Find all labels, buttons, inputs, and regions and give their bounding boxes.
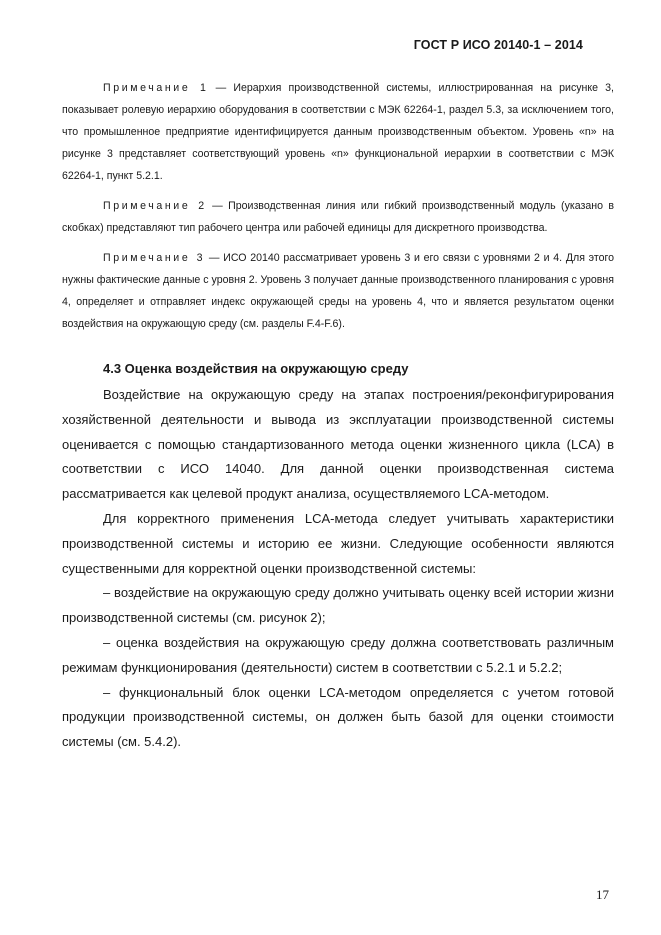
note-label: Примечание 2	[103, 200, 207, 212]
note-label: Примечание 1	[103, 82, 209, 94]
section-heading: 4.3 Оценка воздействия на окружающую среду	[103, 361, 409, 376]
page-number: 17	[596, 887, 609, 902]
section-body	[62, 383, 614, 755]
list-item: – оценка воздействия на окружающую среду должна соответствовать различным режимам функционирования (деятельности) систем в соответствии с 5.2.1 и 5.2.2;	[62, 634, 614, 675]
note-3	[62, 247, 614, 335]
note-text: — Производственная линия или гибкий производственный модуль (указано в скобках) представляют тип рабочего центра или рабочей единицы для дискретного производства.	[62, 200, 614, 234]
paragraph: Воздействие на окружающую среду на этапах построения/реконфигурирования хозяйственной деятельности и вывода из эксплуатации производственной системы оценивается с помощью стандартизованного метода оценки жизненного цикла (LCA) в соответствии с ИСО 14040. Для данной оценки производственная система рассматривается как целевой продукт анализа, осуществляемого LCA-методом.	[62, 387, 614, 502]
paragraph: Для корректного применения LCA-метода следует учитывать характеристики производственной системы и историю ее жизни. Следующие особенности являются существенными для корректной оценки производственной системы:	[62, 510, 614, 576]
note-text: — Иерархия производственной системы, иллюстрированная на рисунке 3, показывает ролевую иерархию оборудования в соответствии с МЭК 62264-1, раздел 5.3, за исключением того, что промышленное предприятие идентифицируется данным производственным объектом. Уровень «n» на рисунке 3 представляет соответствующий уровень «n» функциональной иерархии в соответствии с МЭК 62264-1, пункт 5.2.1.	[62, 82, 614, 182]
note-text: — ИСО 20140 рассматривает уровень 3 и его связи с уровнями 2 и 4. Для этого нужны фактические данные с уровня 2. Уровень 3 получает данные производственного планирования с уровня 4, определяет и отправляет индекс окружающей среды на уровень 4, что и является результатом оценки воздействия на окружающую среду (см. разделы F.4-F.6).	[62, 252, 614, 330]
document-header: ГОСТ Р ИСО 20140-1 – 2014	[413, 38, 583, 52]
list-item: – функциональный блок оценки LCA-методом определяется с учетом готовой продукции производственной системы, он должен быть базой для оценки стоимости системы (см. 5.4.2).	[62, 684, 614, 750]
list-item: – воздействие на окружающую среду должно учитывать оценку всей истории жизни производственной системы (см. рисунок 2);	[62, 585, 614, 626]
note-2	[62, 195, 614, 239]
note-1	[62, 77, 614, 187]
notes-block	[62, 77, 614, 343]
note-label: Примечание 3	[103, 252, 206, 264]
